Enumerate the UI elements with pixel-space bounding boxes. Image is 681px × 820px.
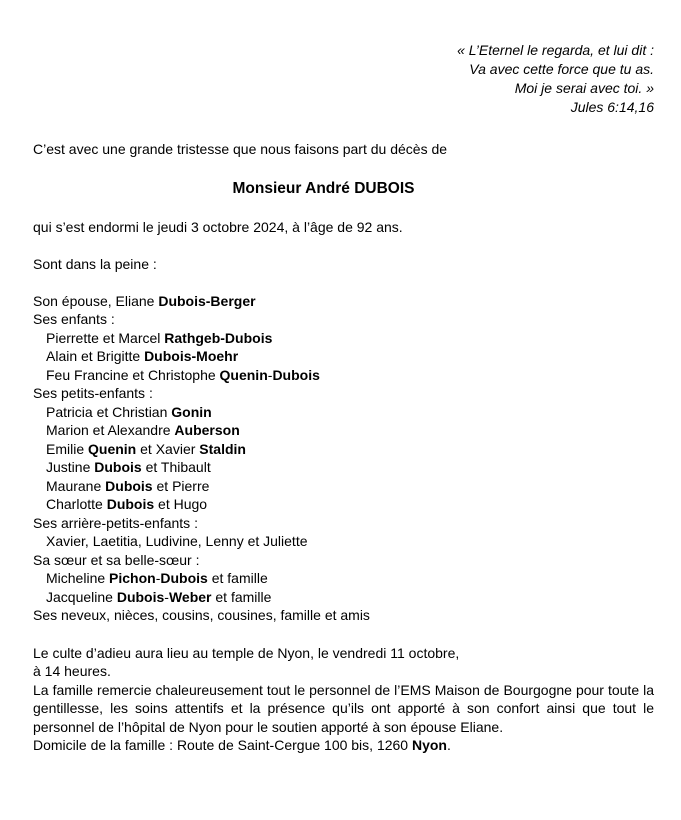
epigraph bbox=[33, 41, 654, 117]
plain-text: - bbox=[155, 570, 161, 586]
intro-line: C’est avec une grande tristesse que nous faisons part du décès de bbox=[33, 141, 448, 157]
epigraph-line-2: Va avec cette force que tu as. bbox=[469, 61, 654, 77]
plain-text: Ses neveux, nièces, cousins, cousines, famille et amis bbox=[33, 607, 370, 623]
name-bold-text: Gonin bbox=[171, 403, 212, 420]
name-bold-text: Staldin bbox=[199, 440, 246, 457]
epigraph-line-1: « L’Eternel le regarda, et lui dit : bbox=[457, 42, 654, 58]
family-list-item bbox=[33, 292, 654, 311]
ceremony-line-2: à 14 heures. bbox=[33, 663, 111, 679]
plain-text: Justine bbox=[46, 459, 95, 475]
plain-text: Ses enfants : bbox=[33, 311, 115, 327]
name-bold-text: Dubois bbox=[272, 366, 320, 383]
epigraph-line-3: Moi je serai avec toi. » bbox=[514, 80, 654, 96]
name-bold-text: Quenin bbox=[88, 440, 137, 457]
name-bold-text: Quenin bbox=[219, 366, 268, 383]
family-list-item bbox=[33, 477, 654, 496]
epigraph-attribution: Jules 6:14,16 bbox=[570, 99, 654, 115]
plain-text: Ses petits-enfants : bbox=[33, 385, 153, 401]
family-list-item bbox=[33, 532, 654, 551]
name-bold-text: Nyon bbox=[411, 737, 447, 753]
plain-text: et Thibault bbox=[141, 459, 211, 475]
family-list bbox=[33, 292, 654, 625]
plain-text: Feu Francine et Christophe bbox=[46, 366, 220, 383]
plain-text: - bbox=[164, 588, 169, 605]
plain-text: Patricia et Christian bbox=[46, 403, 172, 420]
plain-text: Emilie bbox=[46, 440, 89, 457]
domicile-line bbox=[33, 736, 654, 755]
closing-section bbox=[33, 644, 654, 755]
family-list-item bbox=[33, 588, 654, 607]
name-bold-text: Dubois bbox=[116, 588, 165, 605]
family-list-item bbox=[33, 551, 654, 570]
family-list-item bbox=[33, 366, 654, 385]
name-bold-text: Dubois bbox=[105, 477, 153, 494]
family-list-item bbox=[33, 569, 654, 588]
family-list-item bbox=[33, 403, 654, 422]
plain-text: Micheline bbox=[46, 570, 110, 586]
family-list-item bbox=[33, 440, 654, 459]
family-list-item bbox=[33, 606, 654, 625]
plain-text: et Pierre bbox=[152, 477, 210, 494]
plain-text: Maurane bbox=[46, 477, 106, 494]
plain-text: Jacqueline bbox=[46, 588, 117, 605]
plain-text: Son épouse, Eliane bbox=[33, 292, 159, 309]
name-bold-text: Weber bbox=[168, 588, 212, 605]
name-bold-text: Auberson bbox=[174, 422, 240, 438]
name-bold-text: Rathgeb-Dubois bbox=[164, 329, 273, 346]
deceased-name: Monsieur André DUBOIS bbox=[232, 179, 415, 197]
family-list-item bbox=[33, 495, 654, 514]
family-list-item bbox=[33, 329, 654, 348]
plain-text: - bbox=[267, 366, 273, 383]
family-list-item bbox=[33, 421, 654, 440]
name-bold-text: Dubois bbox=[160, 570, 208, 586]
plain-text: . bbox=[446, 737, 451, 753]
name-bold-text: Dubois-Berger bbox=[158, 292, 256, 309]
grief-heading: Sont dans la peine : bbox=[33, 255, 157, 272]
name-bold-text: Pichon bbox=[109, 570, 156, 586]
name-bold-text: Dubois bbox=[106, 496, 155, 512]
plain-text: Pierrette et Marcel bbox=[46, 329, 165, 346]
plain-text: Sa sœur et sa belle-sœur : bbox=[33, 551, 200, 568]
name-bold-text: Dubois bbox=[94, 459, 142, 475]
plain-text: et Hugo bbox=[154, 496, 208, 512]
plain-text: et famille bbox=[207, 570, 268, 586]
family-list-item bbox=[33, 347, 654, 366]
plain-text: Alain et Brigitte bbox=[46, 348, 145, 364]
plain-text: Xavier, Laetitia, Ludivine, Lenny et Juliette bbox=[46, 533, 308, 549]
family-list-item bbox=[33, 384, 654, 403]
plain-text: et famille bbox=[211, 588, 272, 605]
plain-text: et Xavier bbox=[136, 440, 200, 457]
thanks-paragraph: La famille remercie chaleureusement tout le personnel de l’EMS Maison de Bourgogne pour toute la gentillesse, les soins attentifs et la présence qu’ils ont apporté à son confort ainsi que tout le personnel de l’hôpital de Nyon pour le soutien apporté à son épouse Eliane. bbox=[33, 681, 654, 735]
plain-text: Marion et Alexandre bbox=[46, 422, 175, 438]
family-list-item bbox=[33, 514, 654, 533]
family-list-item bbox=[33, 310, 654, 329]
name-bold-text: Dubois-Moehr bbox=[144, 348, 239, 364]
ceremony-line-1: Le culte d’adieu aura lieu au temple de Nyon, le vendredi 11 octobre, bbox=[33, 644, 460, 661]
plain-text: Domicile de la famille : Route de Saint-Cergue 100 bis, 1260 bbox=[33, 737, 412, 753]
plain-text: Ses arrière-petits-enfants : bbox=[33, 514, 198, 531]
death-date-line: qui s’est endormi le jeudi 3 octobre 2024, à l’âge de 92 ans. bbox=[33, 218, 403, 235]
family-list-item bbox=[33, 458, 654, 477]
plain-text: Charlotte bbox=[46, 496, 107, 512]
